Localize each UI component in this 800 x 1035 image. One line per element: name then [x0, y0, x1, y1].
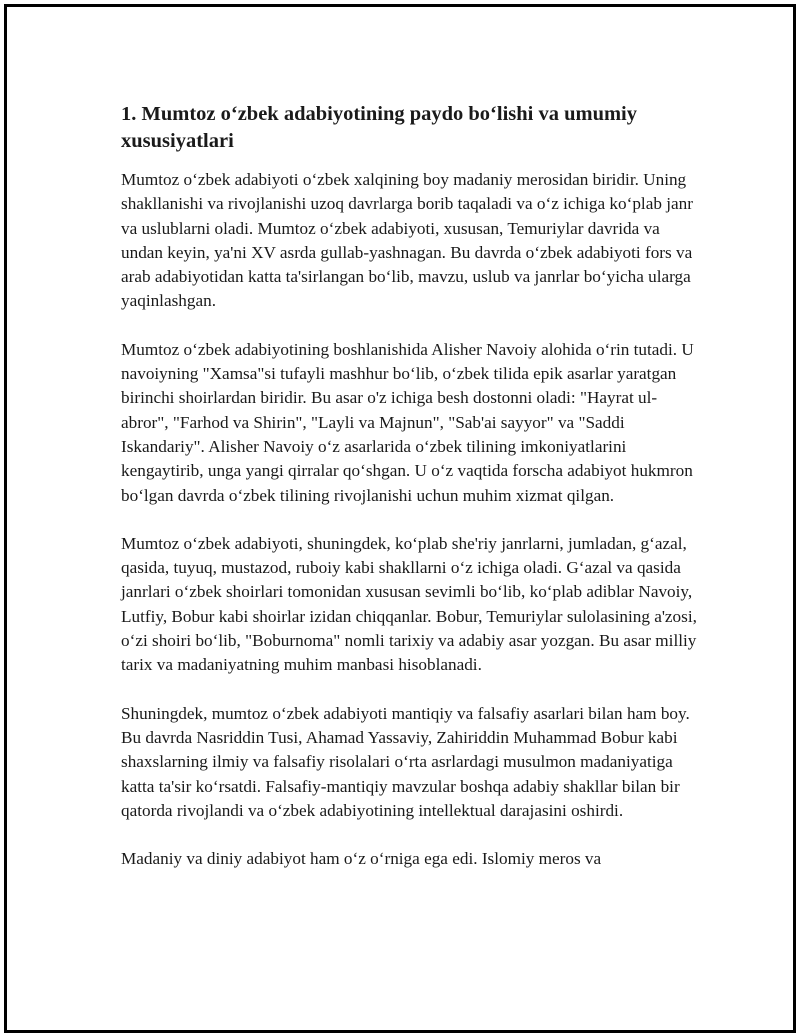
paragraph-4: Shuningdek, mumtoz o‘zbek adabiyoti mantiqiy va falsafiy asarlari bilan ham boy. Bu davrda Nasriddin Tusi, Ahamad Yassaviy, Zahiriddin Muhammad Bobur kabi shaxslarning ilmiy va falsafiy risolalari o‘rta asrlardagi musulmon madaniyatiga katta ta'sir ko‘rsatdi. Falsafiy-mantiqiy mavzular boshqa adabiy shakllar bilan bir qatorda rivojlandi va o‘zbek adabiyotining intellektual darajasini oshirdi.: [121, 703, 690, 820]
paragraph-2: Mumtoz o‘zbek adabiyotining boshlanishida Alisher Navoiy alohida o‘rin tutadi. U navoiyning "Xamsa"si tufayli mashhur bo‘lib, o‘zbek tilida epik asarlar yaratgan birinchi shoirlardan biridir. Bu asar o'z ichiga besh dostonni oladi: "Hayrat ul-abror", "Farhod va Shirin", "Layli va Majnun", "Sab'ai sayyor" va "Saddi Iskandariy". Alisher Navoiy o‘z asarlarida o‘zbek tilining imkoniyatlarini kengaytirib, unga yangi qirralar qo‘shgan. U o‘z vaqtida forscha adabiyot hukmron bo‘lgan davrda o‘zbek tilining rivojlanishi uchun muhim xizmat qilgan.: [121, 339, 694, 505]
paragraph-3: Mumtoz o‘zbek adabiyoti, shuningdek, ko‘plab she'riy janrlarni, jumladan, g‘azal, qasida, tuyuq, mustazod, ruboiy kabi shakllarni o‘z ichiga oladi. G‘azal va qasida janrlari o‘zbek shoirlari tomonidan xususan sevimli bo‘lib, ko‘plab adiblar Navoiy, Lutfiy, Bobur kabi shoirlar izidan chiqqanlar. Bobur, Temuriylar sulolasining a'zosi, o‘zi shoiri bo‘lib, "Boburnoma" nomli tarixiy va adabiy asar yozgan. Bu asar milliy tarix va madaniyatning muhim manbasi hisoblanadi.: [121, 533, 697, 675]
paragraph-1: Mumtoz o‘zbek adabiyoti o‘zbek xalqining boy madaniy merosidan biridir. Uning shakllanishi va rivojlanishi uzoq davrlarga borib taqaladi va o‘z ichiga ko‘plab janr va uslublarni oladi. Mumtoz o‘zbek adabiyoti, xususan, Temuriylar davrida va undan keyin, ya'ni XV asrda gullab-yashnagan. Bu davrda o‘zbek adabiyoti fors va arab adabiyotidan katta ta'sirlangan bo‘lib, mavzu, uslub va janrlar bo‘yicha ularga yaqinlashgan.: [121, 170, 693, 311]
section-title: 1. Mumtoz o‘zbek adabiyotining paydo bo‘lishi va umumiy xususiyatlari: [121, 103, 637, 152]
page-frame: [4, 4, 796, 1033]
paragraph-5: Madaniy va diniy adabiyot ham o‘z o‘rniga ega edi. Islomiy meros va: [121, 849, 602, 869]
document-body: [121, 101, 701, 895]
